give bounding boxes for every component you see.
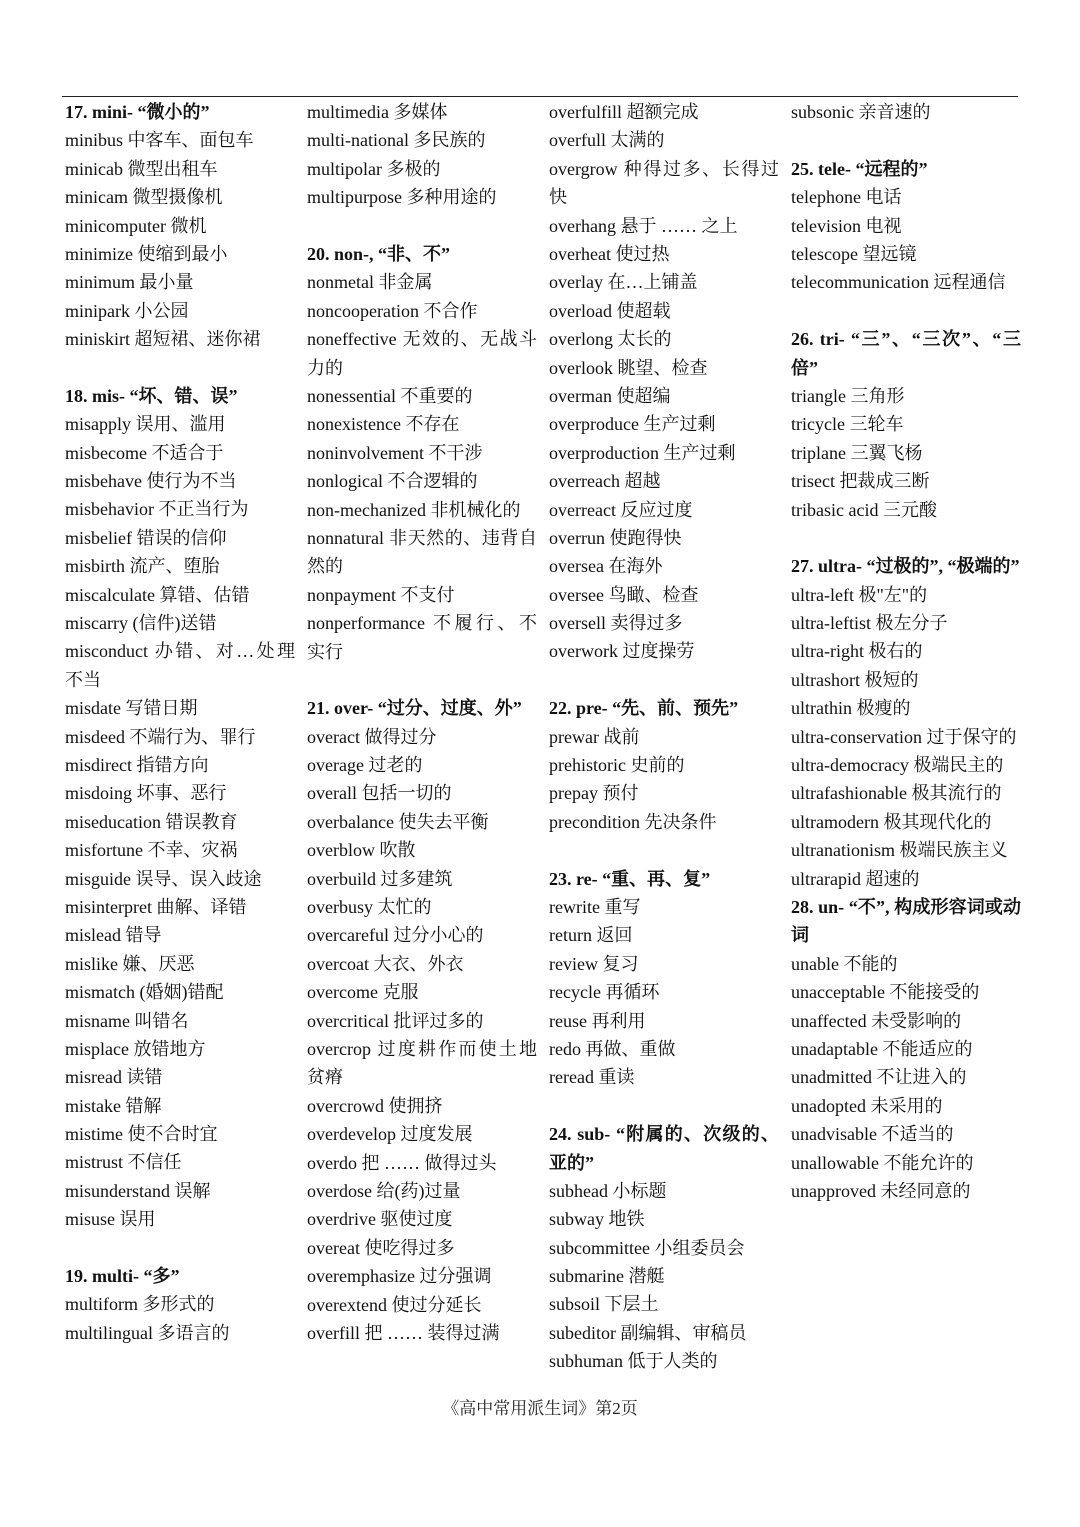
word-entry: miscarry (信件)送错 [65,613,217,634]
word-entry: non-mechanized 非机械化的 [307,499,521,520]
word-entry: ultra-right 极右的 [791,641,923,662]
word-entry: overload 使超载 [549,300,671,321]
word-entry: oversea 在海外 [549,556,663,577]
word-entry: overblow 吹散 [307,840,416,861]
word-entry: overwork 过度操劳 [549,641,695,662]
word-entry: subeditor 副编辑、审稿员 [549,1322,747,1343]
word-entry: overfulfill 超额完成 [549,102,699,122]
column-4 [791,98,1021,1205]
word-entry: unacceptable 不能接受的 [791,982,980,1003]
word-entry: overproduction 生产过剩 [549,442,736,463]
section-spacer [307,212,537,240]
word-entry: misdeed 不端行为、罪行 [65,726,256,747]
word-entry: ultrathin 极瘦的 [791,698,911,719]
section-spacer [307,666,537,694]
word-entry: overhang 悬于 …… 之上 [549,215,738,236]
word-entry: overreact 反应过度 [549,499,693,520]
word-entry: overlong 太长的 [549,329,672,350]
section-spacer [65,1234,295,1262]
section-spacer [791,297,1021,325]
section-spacer [791,524,1021,552]
section-heading: 27. ultra- “过极的”, “极端的” [791,556,1020,577]
word-entry: misname 叫错名 [65,1010,189,1031]
section-heading: 20. non-, “非、不” [307,243,451,264]
word-entry: overdo 把 …… 做得过头 [307,1152,497,1173]
word-entry: misunderstand 误解 [65,1180,211,1201]
word-entry: miscalculate 算错、估错 [65,584,250,605]
word-entry: mislead 错导 [65,925,162,946]
word-entry: noninvolvement 不干涉 [307,442,483,463]
word-entry: subcommittee 小组委员会 [549,1237,745,1258]
word-entry: rewrite 重写 [549,896,641,917]
word-entry: ultra-democracy 极端民主的 [791,755,1004,776]
word-entry: multi-national 多民族的 [307,130,486,151]
section-heading: 17. mini- “微小的” [65,102,210,122]
word-entry: telecommunication 远程通信 [791,272,1006,293]
word-entry: noncooperation 不合作 [307,300,478,321]
word-entry: misinterpret 曲解、译错 [65,896,247,917]
word-entry: ultrashort 极短的 [791,669,919,690]
word-entry: ultra-leftist 极左分子 [791,613,948,634]
word-entry: triangle 三角形 [791,385,905,406]
word-entry: overcrowd 使拥挤 [307,1095,443,1116]
word-entry: mistake 错解 [65,1095,162,1116]
word-entry: misapply 误用、滥用 [65,414,226,435]
word-entry: triplane 三翼飞杨 [791,442,923,463]
word-entry: nonperformance 不履行、不实行 [307,613,537,662]
word-entry: tribasic acid 三元酸 [791,499,937,520]
word-entry: misdirect 指错方向 [65,755,209,776]
column-1 [65,98,295,1347]
word-entry: trisect 把裁成三断 [791,471,930,492]
word-entry: overdrive 驱使过度 [307,1209,453,1230]
word-entry: multipurpose 多种用途的 [307,187,497,208]
word-entry: nonlogical 不合逻辑的 [307,471,478,492]
word-entry: ultramodern 极其现代化的 [791,811,992,832]
section-heading: 24. sub- “附属的、次级的、亚的” [549,1124,779,1173]
word-entry: subsonic 亲音速的 [791,102,931,122]
word-entry: unadaptable 不能适应的 [791,1038,973,1059]
top-rule [62,96,1018,97]
word-entry: noneffective 无效的、无战斗力的 [307,329,537,378]
word-entry: oversell 卖得过多 [549,613,683,634]
word-entry: overgrow 种得过多、长得过快 [549,158,779,208]
word-entry: nonpayment 不支付 [307,584,455,605]
word-entry: overheat 使过热 [549,243,670,264]
word-entry: misbehavior 不正当行为 [65,499,249,520]
section-heading: 19. multi- “多” [65,1266,180,1287]
word-entry: overdose 给(药)过量 [307,1180,461,1201]
word-entry: overbusy 太忙的 [307,897,432,918]
word-entry: nonmetal 非金属 [307,272,433,293]
word-entry: mistrust 不信任 [65,1152,182,1173]
word-entry: overman 使超编 [549,385,671,406]
word-entry: unaffected 未受影响的 [791,1010,962,1031]
word-entry: unapproved 未经同意的 [791,1180,971,1201]
word-entry: overall 包括一切的 [307,783,452,804]
word-entry: recycle 再循环 [549,982,660,1003]
word-entry: overcrop 过度耕作而使土地贫瘠 [307,1039,537,1088]
word-entry: misplace 放错地方 [65,1038,206,1059]
word-entry: tricycle 三轮车 [791,414,904,435]
section-spacer [549,666,779,694]
word-entry: multimedia 多媒体 [307,102,448,122]
word-entry: overbuild 过多建筑 [307,868,453,889]
word-entry: reuse 再利用 [549,1010,646,1031]
word-entry: misfortune 不幸、灾祸 [65,840,238,861]
word-entry: mistime 使不合时宜 [65,1124,218,1145]
word-entry: precondition 先决条件 [549,811,717,832]
word-entry: overreach 超越 [549,471,661,492]
word-entry: overact 做得过分 [307,726,437,747]
word-entry: overage 过老的 [307,755,423,776]
word-entry: unadopted 未采用的 [791,1095,943,1116]
word-entry: overproduce 生产过剩 [549,414,716,435]
word-entry: misbirth 流产、堕胎 [65,556,220,577]
word-entry: overcritical 批评过多的 [307,1010,484,1031]
word-entry: ultra-left 极"左"的 [791,584,928,605]
word-entry: prewar 战前 [549,726,640,747]
word-entry: overemphasize 过分强调 [307,1266,492,1287]
word-entry: misdoing 坏事、恶行 [65,783,227,804]
word-entry: misconduct 办错、对…处理不当 [65,641,295,690]
word-entry: oversee 鸟瞰、检查 [549,584,699,605]
word-entry: ultrarapid 超速的 [791,868,920,889]
section-heading: 23. re- “重、再、复” [549,868,711,889]
word-entry: overfill 把 …… 装得过满 [307,1322,500,1343]
word-entry: ultranationism 极端民族主义 [791,840,1008,861]
word-entry: reread 重读 [549,1067,635,1088]
section-heading: 21. over- “过分、过度、外” [307,698,522,719]
word-entry: misbehave 使行为不当 [65,471,237,492]
word-entry: minimize 使缩到最小 [65,243,228,264]
word-entry: misuse 误用 [65,1209,156,1230]
word-entry: unadvisable 不适当的 [791,1124,954,1145]
section-heading: 26. tri- “三”、“三次”、“三倍” [791,329,1021,378]
word-entry: misread 读错 [65,1067,163,1088]
word-entry: minibus 中客车、面包车 [65,130,254,151]
word-entry: multilingual 多语言的 [65,1322,230,1343]
word-entry: subhuman 低于人类的 [549,1351,718,1372]
word-entry: review 复习 [549,953,639,974]
word-entry: multipolar 多极的 [307,158,441,179]
word-entry: nonessential 不重要的 [307,385,473,406]
word-entry: overlook 眺望、检查 [549,357,708,378]
word-entry: subhead 小标题 [549,1180,667,1201]
word-entry: overbalance 使失去平衡 [307,811,489,832]
word-entry: unable 不能的 [791,953,898,974]
section-heading: 28. un- “不”, 构成形容词或动词 [791,897,1021,946]
word-entry: miseducation 错误教育 [65,811,238,832]
section-spacer [549,836,779,864]
word-entry: unallowable 不能允许的 [791,1152,974,1173]
word-entry: television 电视 [791,215,902,236]
word-entry: multiform 多形式的 [65,1294,215,1315]
word-entry: overcareful 过分小心的 [307,925,484,946]
word-entry: submarine 潜艇 [549,1266,665,1287]
word-entry: overeat 使吃得过多 [307,1237,455,1258]
word-entry: overextend 使过分延长 [307,1294,482,1315]
section-heading: 18. mis- “坏、错、误” [65,385,238,406]
word-entry: misbecome 不适合于 [65,442,224,463]
column-2 [307,98,537,1347]
word-entry: telescope 望远镜 [791,243,917,264]
word-entry: nonexistence 不存在 [307,414,460,435]
word-entry: misdate 写错日期 [65,698,198,719]
word-entry: overdevelop 过度发展 [307,1124,473,1145]
word-entry: minicam 微型摄像机 [65,187,223,208]
word-entry: subway 地铁 [549,1209,645,1230]
word-entry: overfull 太满的 [549,130,665,151]
word-entry: overlay 在…上铺盖 [549,272,698,293]
word-entry: minicomputer 微机 [65,215,207,236]
word-entry: prehistoric 史前的 [549,755,685,776]
word-entry: minipark 小公园 [65,300,189,321]
word-entry: unadmitted 不让进入的 [791,1067,967,1088]
word-entry: minimum 最小量 [65,272,194,293]
section-spacer [549,1092,779,1120]
section-spacer [65,354,295,382]
word-entry: misbelief 错误的信仰 [65,527,227,548]
word-entry: miniskirt 超短裙、迷你裙 [65,329,261,350]
word-entry: mismatch (婚姻)错配 [65,982,224,1003]
word-entry: ultrafashionable 极其流行的 [791,783,1002,804]
word-entry: subsoil 下层土 [549,1294,659,1315]
word-entry: nonnatural 非天然的、违背自然的 [307,527,537,577]
section-heading: 22. pre- “先、前、预先” [549,698,739,719]
section-spacer [791,126,1021,154]
word-entry: minicab 微型出租车 [65,158,218,179]
word-entry: ultra-conservation 过于保守的 [791,726,1017,747]
word-entry: overcome 克服 [307,982,419,1003]
word-entry: misguide 误导、误入歧途 [65,868,262,889]
word-entry: overrun 使跑得快 [549,527,682,548]
page-footer: 《高中常用派生词》第2页 [442,1399,638,1418]
word-entry: mislike 嫌、厌恶 [65,953,195,974]
word-entry: return 返回 [549,925,633,946]
word-entry: telephone 电话 [791,187,902,208]
column-3 [549,98,779,1376]
section-heading: 25. tele- “远程的” [791,158,928,179]
word-entry: redo 再做、重做 [549,1038,676,1059]
word-entry: overcoat 大衣、外衣 [307,953,464,974]
word-entry: prepay 预付 [549,783,639,804]
